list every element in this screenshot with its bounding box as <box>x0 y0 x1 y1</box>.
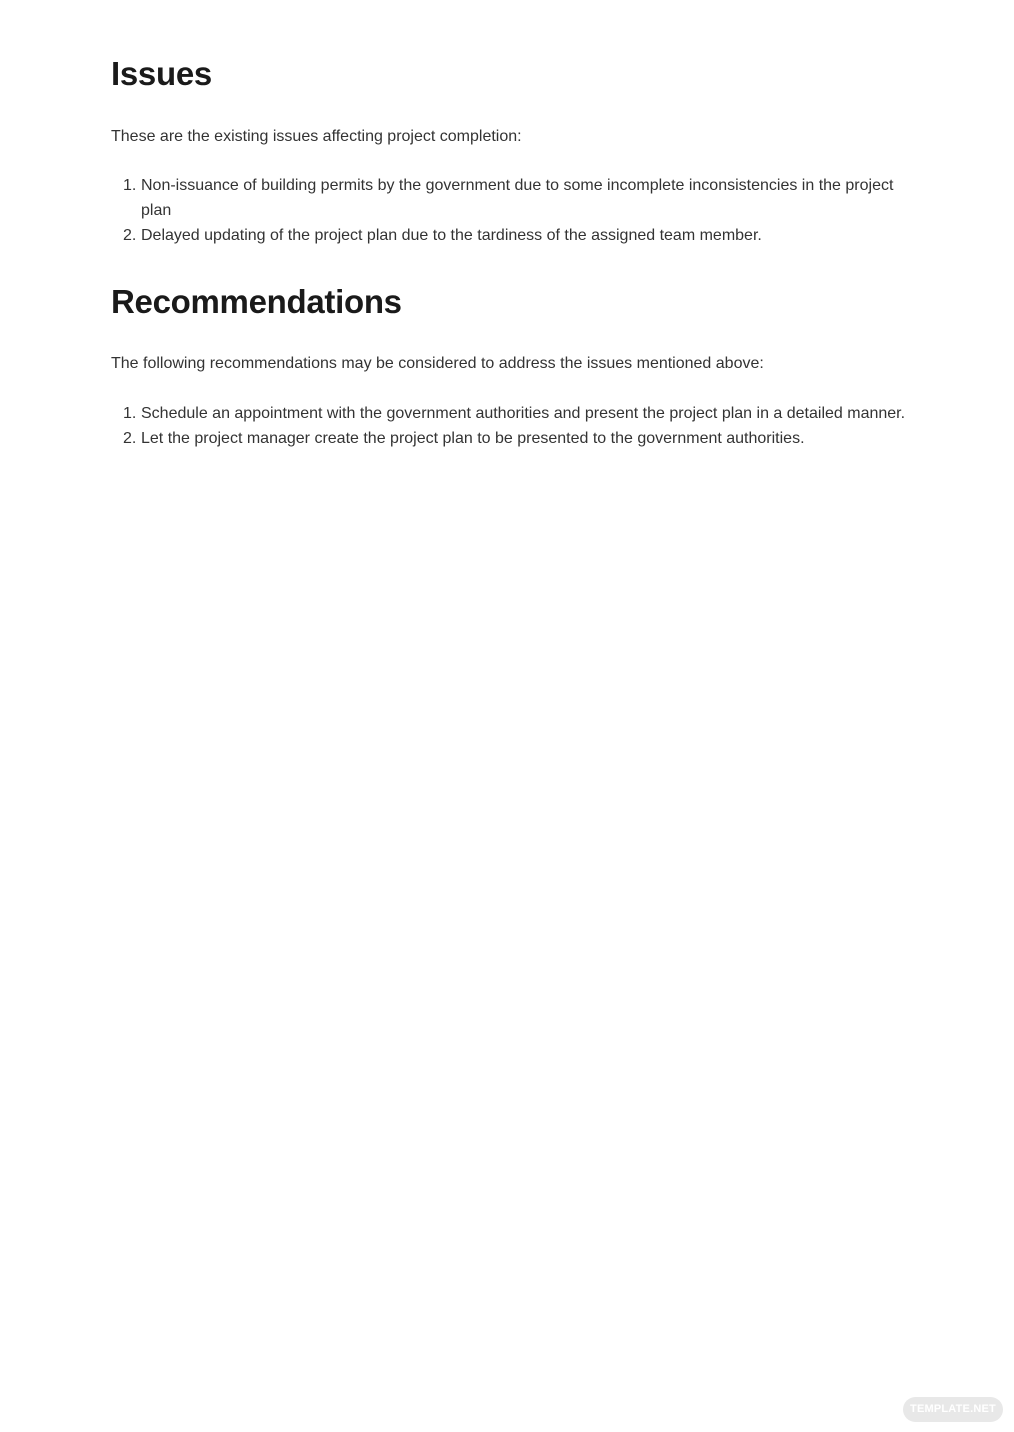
list-item-text: Let the project manager create the project plan to be presented to the government authorities. <box>141 430 805 447</box>
issues-intro-text: These are the existing issues affecting project completion: <box>111 128 522 145</box>
list-item <box>111 426 911 451</box>
list-item-text: Delayed updating of the project plan due to the tardiness of the assigned team member. <box>141 227 762 244</box>
template-net-watermark: TEMPLATE.NET <box>903 1397 1003 1422</box>
list-item-text: Schedule an appointment with the government authorities and present the project plan in a detailed manner. <box>141 405 906 422</box>
list-item-text: Non-issuance of building permits by the government due to some incomplete inconsistencies in the project plan <box>141 177 894 219</box>
list-item-number: 2. <box>123 227 137 244</box>
issues-heading: Issues <box>111 55 212 92</box>
list-item <box>111 401 911 426</box>
recommendations-list <box>111 401 911 451</box>
list-item-number: 1. <box>123 177 137 194</box>
list-item-number: 1. <box>123 405 137 422</box>
list-item <box>111 173 901 223</box>
list-item <box>111 223 901 248</box>
recommendations-heading: Recommendations <box>111 283 402 320</box>
recommendations-intro-text: The following recommendations may be considered to address the issues mentioned above: <box>111 355 764 372</box>
list-item-number: 2. <box>123 430 137 447</box>
issues-list <box>111 173 901 248</box>
